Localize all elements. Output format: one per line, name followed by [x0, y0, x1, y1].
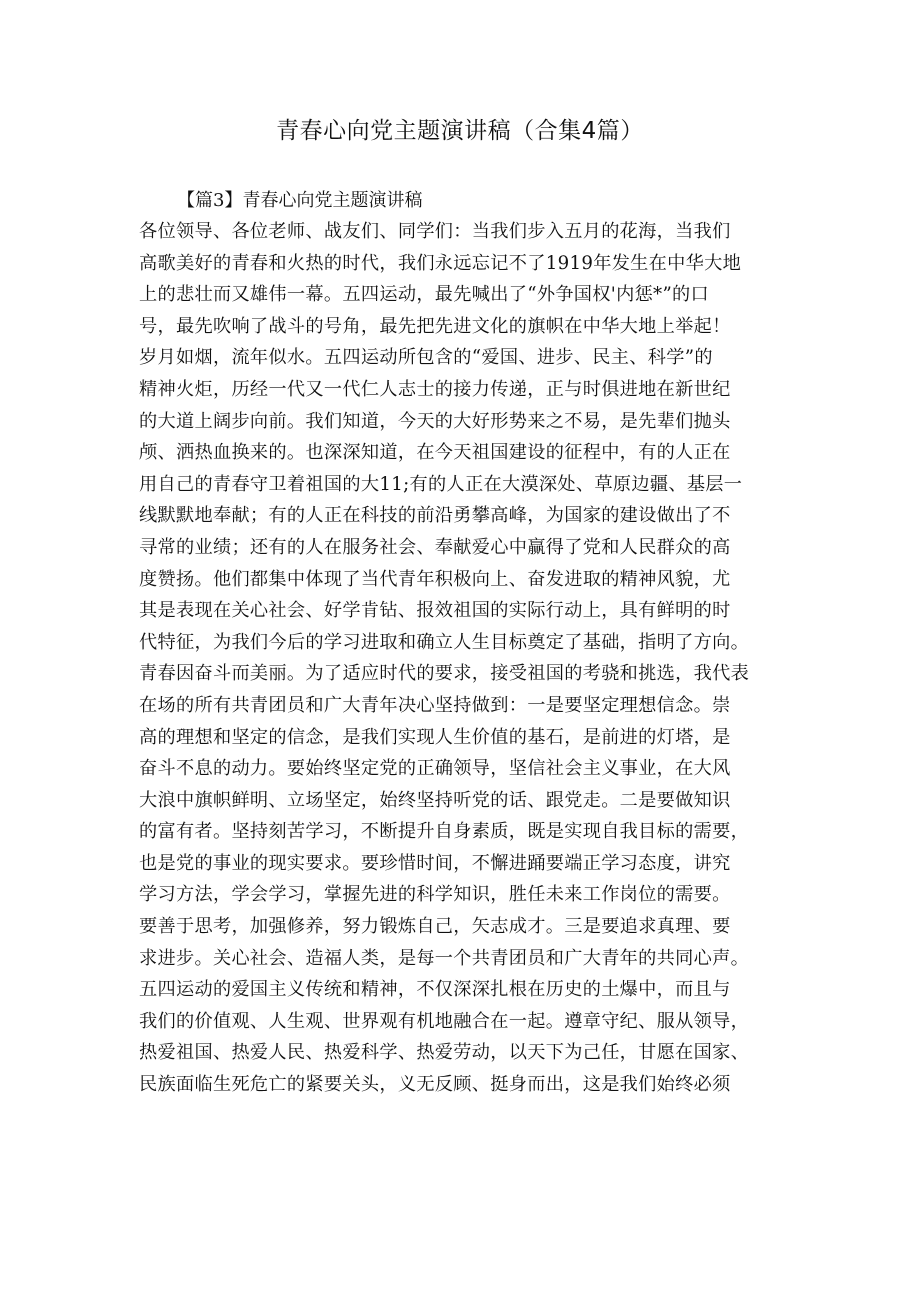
- text-line: 线默默地奉献；有的人正在科技的前沿勇攀高峰，为国家的建设做出了不: [139, 505, 731, 527]
- text-line: 岁月如烟，流年似水。五四运动所包含的“爱国、进步、民主、科学”的: [139, 347, 713, 369]
- text-line: 其是表现在关心社会、好学肯钻、报效祖国的实际行动上，具有鲜明的时: [139, 600, 731, 622]
- text-line: 精神火炬，历经一代又一代仁人志士的接力传递，正与时俱进地在新世纪: [139, 378, 731, 400]
- text-line: 上的悲壮而又雄伟一幕。五四运动，最先喊出了“外争国权'内惩*”的口: [139, 284, 710, 306]
- body-paragraph: [139, 216, 799, 1101]
- text-line: 寻常的业绩；还有的人在服务社会、奉献爱心中赢得了党和人民群众的高: [139, 536, 731, 558]
- text-line: 高歌美好的青春和火热的时代，我们永远忘记不了1919年发生在中华大地: [139, 252, 742, 274]
- text-line: 代特征，为我们今后的学习进取和确立人生目标奠定了基础，指明了方向。: [139, 631, 750, 653]
- text-line: 颅、洒热血换来的。也深深知道，在今天祖国建设的征程中，有的人正在: [139, 442, 731, 464]
- text-line: 学习方法，学会学习，掌握先进的科学知识，胜任未来工作岗位的需要。: [139, 884, 731, 906]
- text-line: 求进步。关心社会、造福人类，是每一个共青团员和广大青年的共同心声。: [139, 947, 750, 969]
- text-line: 要善于思考，加强修养，努力锻炼自己，矢志成才。三是要追求真理、要: [139, 916, 731, 938]
- text-line: 各位领导、各位老师、战友们、同学们：当我们步入五月的花海，当我们: [139, 221, 731, 242]
- text-line: 青春因奋斗而美丽。为了适应时代的要求，接受祖国的考骁和挑选，我代表: [139, 663, 750, 685]
- text-line: 度赞扬。他们都集中体现了当代青年积极向上、奋发进取的精神风貌，尤: [139, 568, 731, 590]
- document-title: 青春心向党主题演讲稿（合集4篇）: [276, 118, 644, 144]
- text-line: 奋斗不息的动力。要始终坚定党的正确领导，坚信社会主义事业，在大风: [139, 758, 731, 780]
- text-line: 高的理想和坚定的信念，是我们实现人生价值的基石，是前进的灯塔，是: [139, 726, 731, 748]
- text-line: 我们的价值观、人生观、世界观有机地融合在一起。遵章守纪、服从领导，: [139, 1010, 750, 1032]
- text-line: 大浪中旗帜鲜明、立场坚定，始终坚持听党的话、跟党走。二是要做知识: [139, 789, 731, 811]
- section-heading: 【篇3】青春心向党主题演讲稿: [177, 190, 423, 211]
- text-line: 的大道上阔步向前。我们知道，今天的大好形势来之不易，是先辈们抛头: [139, 410, 731, 432]
- text-line: 热爱祖国、热爱人民、热爱科学、热爱劳动，以天下为己任，甘愿在国家、: [139, 1042, 750, 1064]
- text-line: 用自己的青春守卫着祖国的大11;有的人正在大漠深处、草原边疆、基层一: [139, 473, 743, 495]
- text-line: 五四运动的爱国主义传统和精神，不仅深深扎根在历史的土爆中，而且与: [139, 979, 731, 1001]
- text-line: 的富有者。坚持刻苦学习，不断提升自身素质，既是实现自我目标的需要，: [139, 821, 750, 843]
- text-line: 也是党的事业的现实要求。要珍惜时间，不懈进踊要端正学习态度，讲究: [139, 852, 731, 874]
- text-line: 号，最先吹响了战斗的号角，最先把先进文化的旗帜在中华大地上举起！: [139, 315, 731, 337]
- text-line: 在场的所有共青团员和广大青年决心坚持做到：一是要坚定理想信念。崇: [139, 694, 731, 716]
- text-line: 民族面临生死危亡的紧要关头，义无反顾、挺身而出，这是我们始终必须: [139, 1074, 731, 1096]
